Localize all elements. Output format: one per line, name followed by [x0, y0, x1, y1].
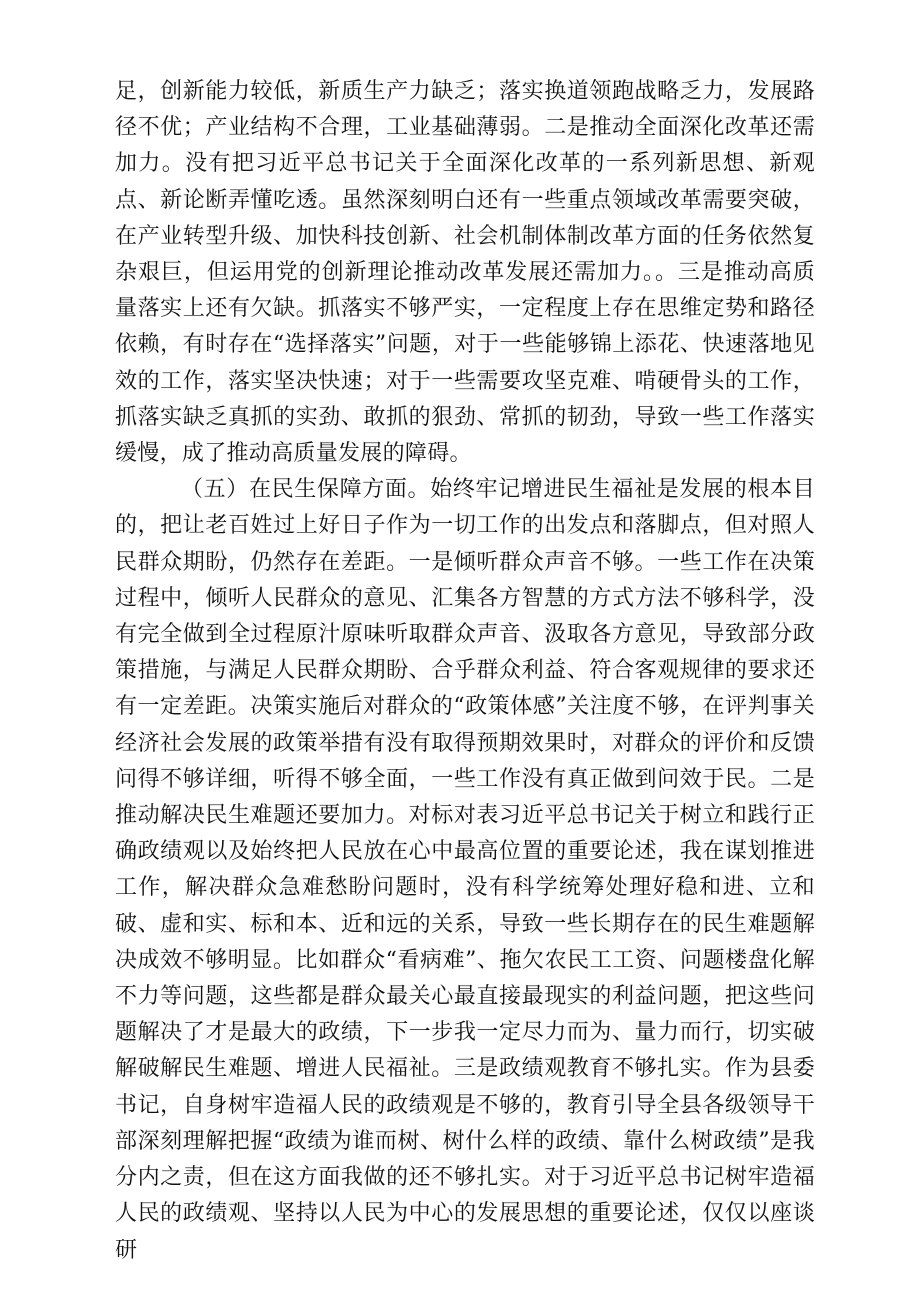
document-page	[115, 74, 815, 1269]
body-paragraph-livelihood-section: （五）在民生保障方面。始终牢记增进民生福祉是发展的根本目的，把让老百姓过上好日子作为一切工作的出发点和落脚点，但对照人民群众期盼，仍然存在差距。一是倾听群众声音不够。一些工作在决策过程中，倾听人民群众的意见、汇集各方智慧的方式方法不够科学，没有完全做到全过程原汁原味听取群众声音、汲取各方意见，导致部分政策措施，与满足人民群众期盼、合乎群众利益、符合客观规律的要求还有一定差距。决策实施后对群众的“政策体感”关注度不够，在评判事关经济社会发展的政策举措有没有取得预期效果时，对群众的评价和反馈问得不够详细，听得不够全面，一些工作没有真正做到问效于民。二是推动解决民生难题还要加力。对标对表习近平总书记关于树立和践行正确政绩观以及始终把人民放在心中最高位置的重要论述，我在谋划推进工作，解决群众急难愁盼问题时，没有科学统筹处理好稳和进、立和破、虚和实、标和本、近和远的关系，导致一些长期存在的民生难题解决成效不够明显。比如群众“看病难”、拖欠农民工工资、问题楼盘化解不力等问题，这些都是群众最关心最直接最现实的利益问题，把这些问题解决了才是最大的政绩，下一步我一定尽力而为、量力而行，切实破解破解民生难题、增进人民福祉。三是政绩观教育不够扎实。作为县委书记，自身树牢造福人民的政绩观是不够的，教育引导全县各级领导干部深刻理解把握“政绩为谁而树、树什么样的政绩、靠什么树政绩”是我分内之责，但在这方面我做的还不够扎实。对于习近平总书记树牢造福人民的政绩观、坚持以人民为中心的发展思想的重要论述，仅仅以座谈研	[115, 477, 815, 1263]
body-paragraph-continued: 足，创新能力较低，新质生产力缺乏；落实换道领跑战略乏力，发展路径不优；产业结构不合理，工业基础薄弱。二是推动全面深化改革还需加力。没有把习近平总书记关于全面深化改革的一系列新思想、新观点、新论断弄懂吃透。虽然深刻明白还有一些重点领域改革需要突破，在产业转型升级、加快科技创新、社会机制体制改革方面的任务依然复杂艰巨，但运用党的创新理论推动改革发展还需加力。。三是推动高质量落实上还有欠缺。抓落实不够严实，一定程度上存在思维定势和路径依赖，有时存在“选择落实”问题，对于一些能够锦上添花、快速落地见效的工作，落实坚决快速；对于一些需要攻坚克难、啃硬骨头的工作，抓落实缺乏真抓的实劲、敢抓的狠劲、常抓的韧劲，导致一些工作落实缓慢，成了推动高质量发展的障碍。	[115, 79, 815, 467]
